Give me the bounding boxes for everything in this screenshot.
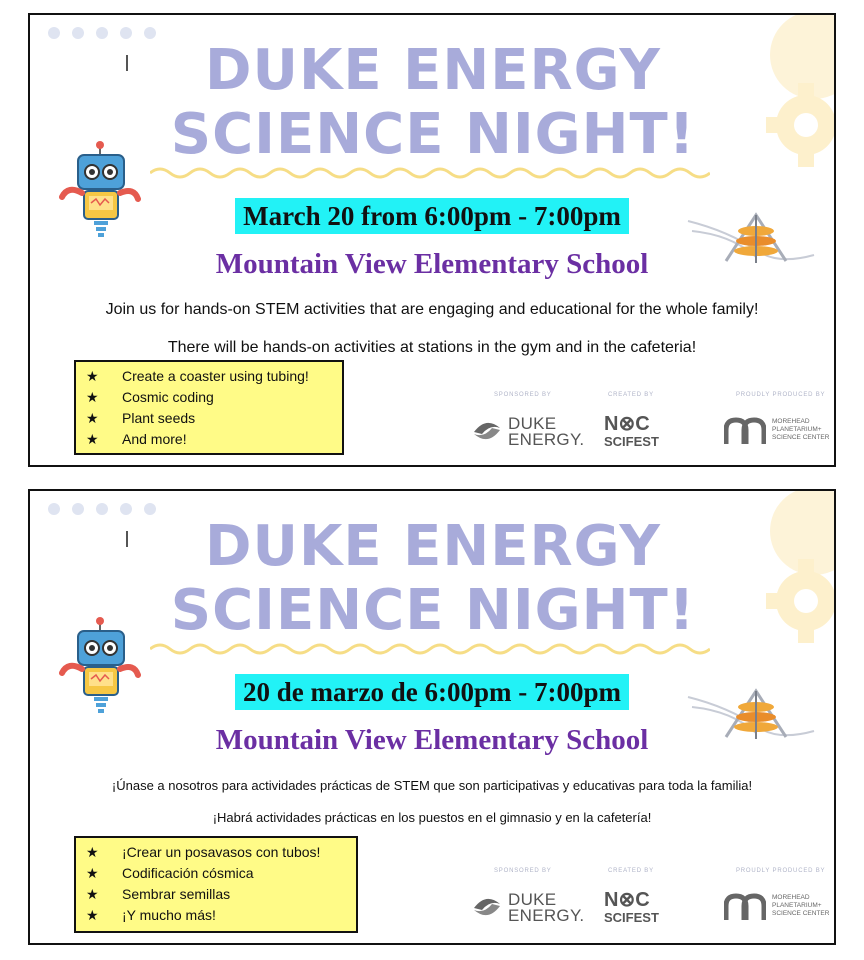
list-item: ★ Codificación cósmica bbox=[86, 863, 346, 884]
decorative-dots bbox=[48, 503, 156, 515]
wave-divider bbox=[150, 639, 710, 659]
list-item: ★ Plant seeds bbox=[86, 408, 332, 429]
sponsored-by-label: SPONSORED BY bbox=[494, 392, 552, 398]
star-icon: ★ bbox=[86, 431, 99, 447]
morehead-logo: MOREHEAD PLANETARIUM+ SCIENCE CENTER bbox=[724, 414, 834, 454]
title-line-1: DUKE ENERGY bbox=[205, 38, 661, 103]
created-by-label: CREATED BY bbox=[608, 392, 654, 398]
star-icon: ★ bbox=[86, 907, 99, 923]
decorative-tick bbox=[126, 55, 128, 71]
decorative-tick bbox=[126, 531, 128, 547]
list-item: ★ ¡Y mucho más! bbox=[86, 905, 346, 926]
wave-divider bbox=[150, 163, 710, 183]
activities-box bbox=[74, 360, 344, 455]
decorative-dots bbox=[48, 27, 156, 39]
created-by-label: CREATED BY bbox=[608, 868, 654, 874]
list-item: ★ And more! bbox=[86, 429, 332, 450]
nc-scifest-logo: N⊗C SCIFEST bbox=[604, 889, 659, 925]
list-item: ★ Cosmic coding bbox=[86, 387, 332, 408]
school-name: Mountain View Elementary School bbox=[215, 724, 649, 756]
event-date bbox=[30, 674, 834, 710]
title-line-1: DUKE ENERGY bbox=[205, 514, 661, 579]
intro-line: Join us for hands-on STEM activities that are engaging and educational for the whole family! bbox=[105, 301, 759, 318]
flyer-spanish bbox=[28, 489, 836, 945]
gears-icon bbox=[714, 491, 834, 651]
sponsors-section bbox=[470, 868, 830, 938]
produced-by-label: PROUDLY PRODUCED BY bbox=[736, 868, 826, 874]
title-line-2: SCIENCE NIGHT! bbox=[170, 578, 696, 643]
event-date-text: March 20 from 6:00pm - 7:00pm bbox=[235, 198, 629, 234]
event-date bbox=[30, 198, 834, 234]
morehead-icon bbox=[724, 890, 766, 924]
duke-energy-icon bbox=[470, 890, 504, 924]
star-icon: ★ bbox=[86, 368, 99, 384]
title-line-2: SCIENCE NIGHT! bbox=[170, 102, 696, 167]
duke-energy-logo: DUKE ENERGY. bbox=[470, 414, 580, 454]
sponsored-by-label: SPONSORED BY bbox=[494, 868, 552, 874]
produced-by-label: PROUDLY PRODUCED BY bbox=[736, 392, 826, 398]
star-icon: ★ bbox=[86, 410, 99, 426]
event-date-text: 20 de marzo de 6:00pm - 7:00pm bbox=[235, 674, 629, 710]
location-line: There will be hands-on activities at stations in the gym and in the cafeteria! bbox=[167, 339, 697, 356]
nc-scifest-logo: N⊗C SCIFEST bbox=[604, 413, 659, 449]
star-icon: ★ bbox=[86, 389, 99, 405]
duke-energy-icon bbox=[470, 414, 504, 448]
school-name: Mountain View Elementary School bbox=[215, 248, 649, 280]
duke-energy-logo: DUKE ENERGY. bbox=[470, 890, 580, 930]
star-icon: ★ bbox=[86, 865, 99, 881]
list-item: ★ ¡Crear un posavasos con tubos! bbox=[86, 842, 346, 863]
flyer-english bbox=[28, 13, 836, 467]
location-line: ¡Habrá actividades prácticas en los puestos en el gimnasio y en la cafetería! bbox=[212, 810, 652, 825]
gears-icon bbox=[714, 15, 834, 175]
star-icon: ★ bbox=[86, 886, 99, 902]
list-item: ★ Sembrar semillas bbox=[86, 884, 346, 905]
activities-box bbox=[74, 836, 358, 933]
morehead-logo: MOREHEAD PLANETARIUM+ SCIENCE CENTER bbox=[724, 890, 834, 930]
intro-line: ¡Únase a nosotros para actividades prácticas de STEM que son participativas y educativas para toda la familia! bbox=[111, 778, 753, 793]
sponsors-section bbox=[470, 392, 830, 462]
star-icon: ★ bbox=[86, 844, 99, 860]
list-item: ★ Create a coaster using tubing! bbox=[86, 366, 332, 387]
morehead-icon bbox=[724, 414, 766, 448]
